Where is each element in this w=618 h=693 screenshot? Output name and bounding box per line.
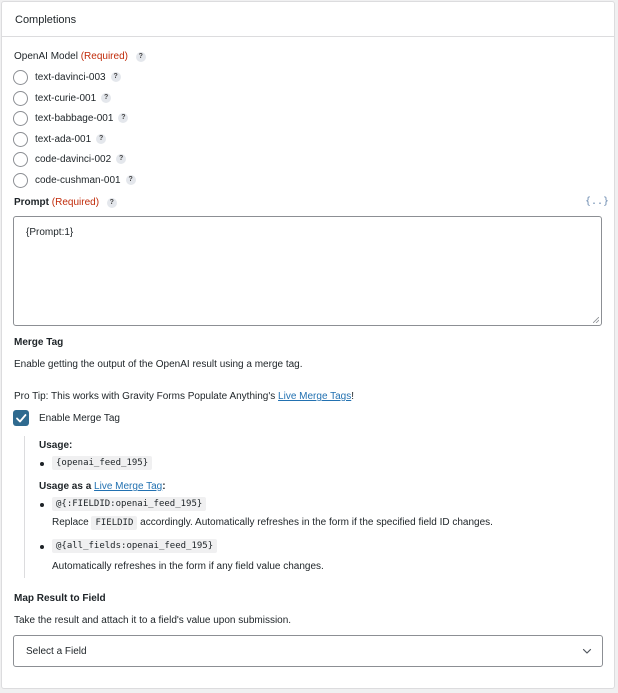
pro-tip-text: Pro Tip: This works with Gravity Forms Populate Anything's bbox=[14, 391, 279, 402]
radio-label: text-davinci-003 bbox=[35, 71, 106, 83]
chevron-down-icon bbox=[582, 646, 592, 656]
radio-button[interactable] bbox=[13, 173, 28, 188]
openai-model-label-text: OpenAI Model bbox=[14, 51, 78, 62]
map-result-heading: Map Result to Field bbox=[14, 593, 106, 604]
live1-desc-prefix: Replace bbox=[52, 517, 92, 528]
enable-merge-tag-label[interactable]: Enable Merge Tag bbox=[39, 413, 120, 424]
prompt-label-text: Prompt bbox=[14, 197, 49, 208]
help-icon[interactable]: ? bbox=[96, 134, 106, 144]
select-field-dropdown[interactable] bbox=[13, 635, 603, 667]
usage-label: Usage: bbox=[39, 440, 73, 451]
enable-merge-tag-checkbox[interactable] bbox=[13, 410, 29, 426]
radio-label: code-cushman-001 bbox=[35, 174, 121, 186]
radio-option-code-cushman-001[interactable] bbox=[13, 171, 136, 189]
live-usage-label bbox=[39, 481, 166, 492]
usage-code: {openai_feed_195} bbox=[52, 456, 152, 470]
live-usage-suffix: : bbox=[162, 481, 166, 492]
checkmark-icon bbox=[13, 410, 29, 426]
live-merge-tags-link[interactable]: Live Merge Tags bbox=[278, 391, 352, 402]
live2-description: Automatically refreshes in the form if any field value changes. bbox=[52, 561, 324, 572]
panel-title: Completions bbox=[2, 2, 614, 37]
radio-option-text-ada-001[interactable] bbox=[13, 130, 106, 148]
pro-tip bbox=[14, 391, 354, 402]
bullet bbox=[40, 462, 44, 466]
live1-code: @{:FIELDID:openai_feed_195} bbox=[52, 497, 206, 511]
help-icon[interactable]: ? bbox=[118, 113, 128, 123]
help-icon[interactable]: ? bbox=[101, 93, 111, 103]
radio-button[interactable] bbox=[13, 70, 28, 85]
openai-model-label bbox=[14, 51, 146, 62]
radio-label: text-curie-001 bbox=[35, 92, 97, 104]
radio-label: text-ada-001 bbox=[35, 133, 92, 145]
help-icon[interactable]: ? bbox=[126, 175, 136, 185]
required-indicator: (Required) bbox=[80, 51, 128, 62]
prompt-value: {Prompt:1} bbox=[26, 227, 74, 238]
resize-handle-icon[interactable] bbox=[593, 317, 599, 323]
select-field-value: Select a Field bbox=[26, 646, 87, 657]
live1-desc-suffix: accordingly. Automatically refreshes in the form if the specified field ID changes. bbox=[137, 517, 493, 528]
radio-label: text-babbage-001 bbox=[35, 112, 114, 124]
radio-button[interactable] bbox=[13, 111, 28, 126]
live-usage-prefix: Usage as a bbox=[39, 481, 95, 492]
live2-code: @{all_fields:openai_feed_195} bbox=[52, 539, 217, 553]
bullet bbox=[40, 545, 44, 549]
merge-tag-description: Enable getting the output of the OpenAI result using a merge tag. bbox=[14, 359, 303, 370]
prompt-textarea[interactable] bbox=[13, 216, 602, 326]
help-icon[interactable]: ? bbox=[111, 72, 121, 82]
map-result-description: Take the result and attach it to a field's value upon submission. bbox=[14, 615, 292, 626]
required-indicator: (Required) bbox=[51, 197, 100, 208]
live-merge-tag-link[interactable]: Live Merge Tag bbox=[94, 481, 163, 492]
live2-code-wrap bbox=[52, 539, 217, 553]
radio-button[interactable] bbox=[13, 91, 28, 106]
radio-label: code-davinci-002 bbox=[35, 153, 112, 165]
fieldid-code: FIELDID bbox=[91, 516, 137, 530]
live1-code-wrap bbox=[52, 497, 206, 511]
help-icon[interactable]: ? bbox=[136, 52, 146, 62]
merge-tag-heading: Merge Tag bbox=[14, 337, 64, 348]
radio-button[interactable] bbox=[13, 132, 28, 147]
radio-option-text-davinci-003[interactable] bbox=[13, 68, 121, 86]
merge-tag-selector-icon[interactable]: {..} bbox=[585, 196, 610, 207]
usage-code-wrap bbox=[52, 456, 152, 470]
radio-button[interactable] bbox=[13, 152, 28, 167]
bullet bbox=[40, 503, 44, 507]
live1-description bbox=[52, 516, 493, 530]
help-icon[interactable]: ? bbox=[116, 154, 126, 164]
radio-option-code-davinci-002[interactable] bbox=[13, 150, 126, 168]
help-icon[interactable]: ? bbox=[107, 198, 117, 208]
radio-option-text-babbage-001[interactable] bbox=[13, 109, 128, 127]
prompt-label bbox=[14, 197, 117, 208]
pro-tip-suffix: ! bbox=[351, 391, 355, 402]
radio-option-text-curie-001[interactable] bbox=[13, 89, 111, 107]
